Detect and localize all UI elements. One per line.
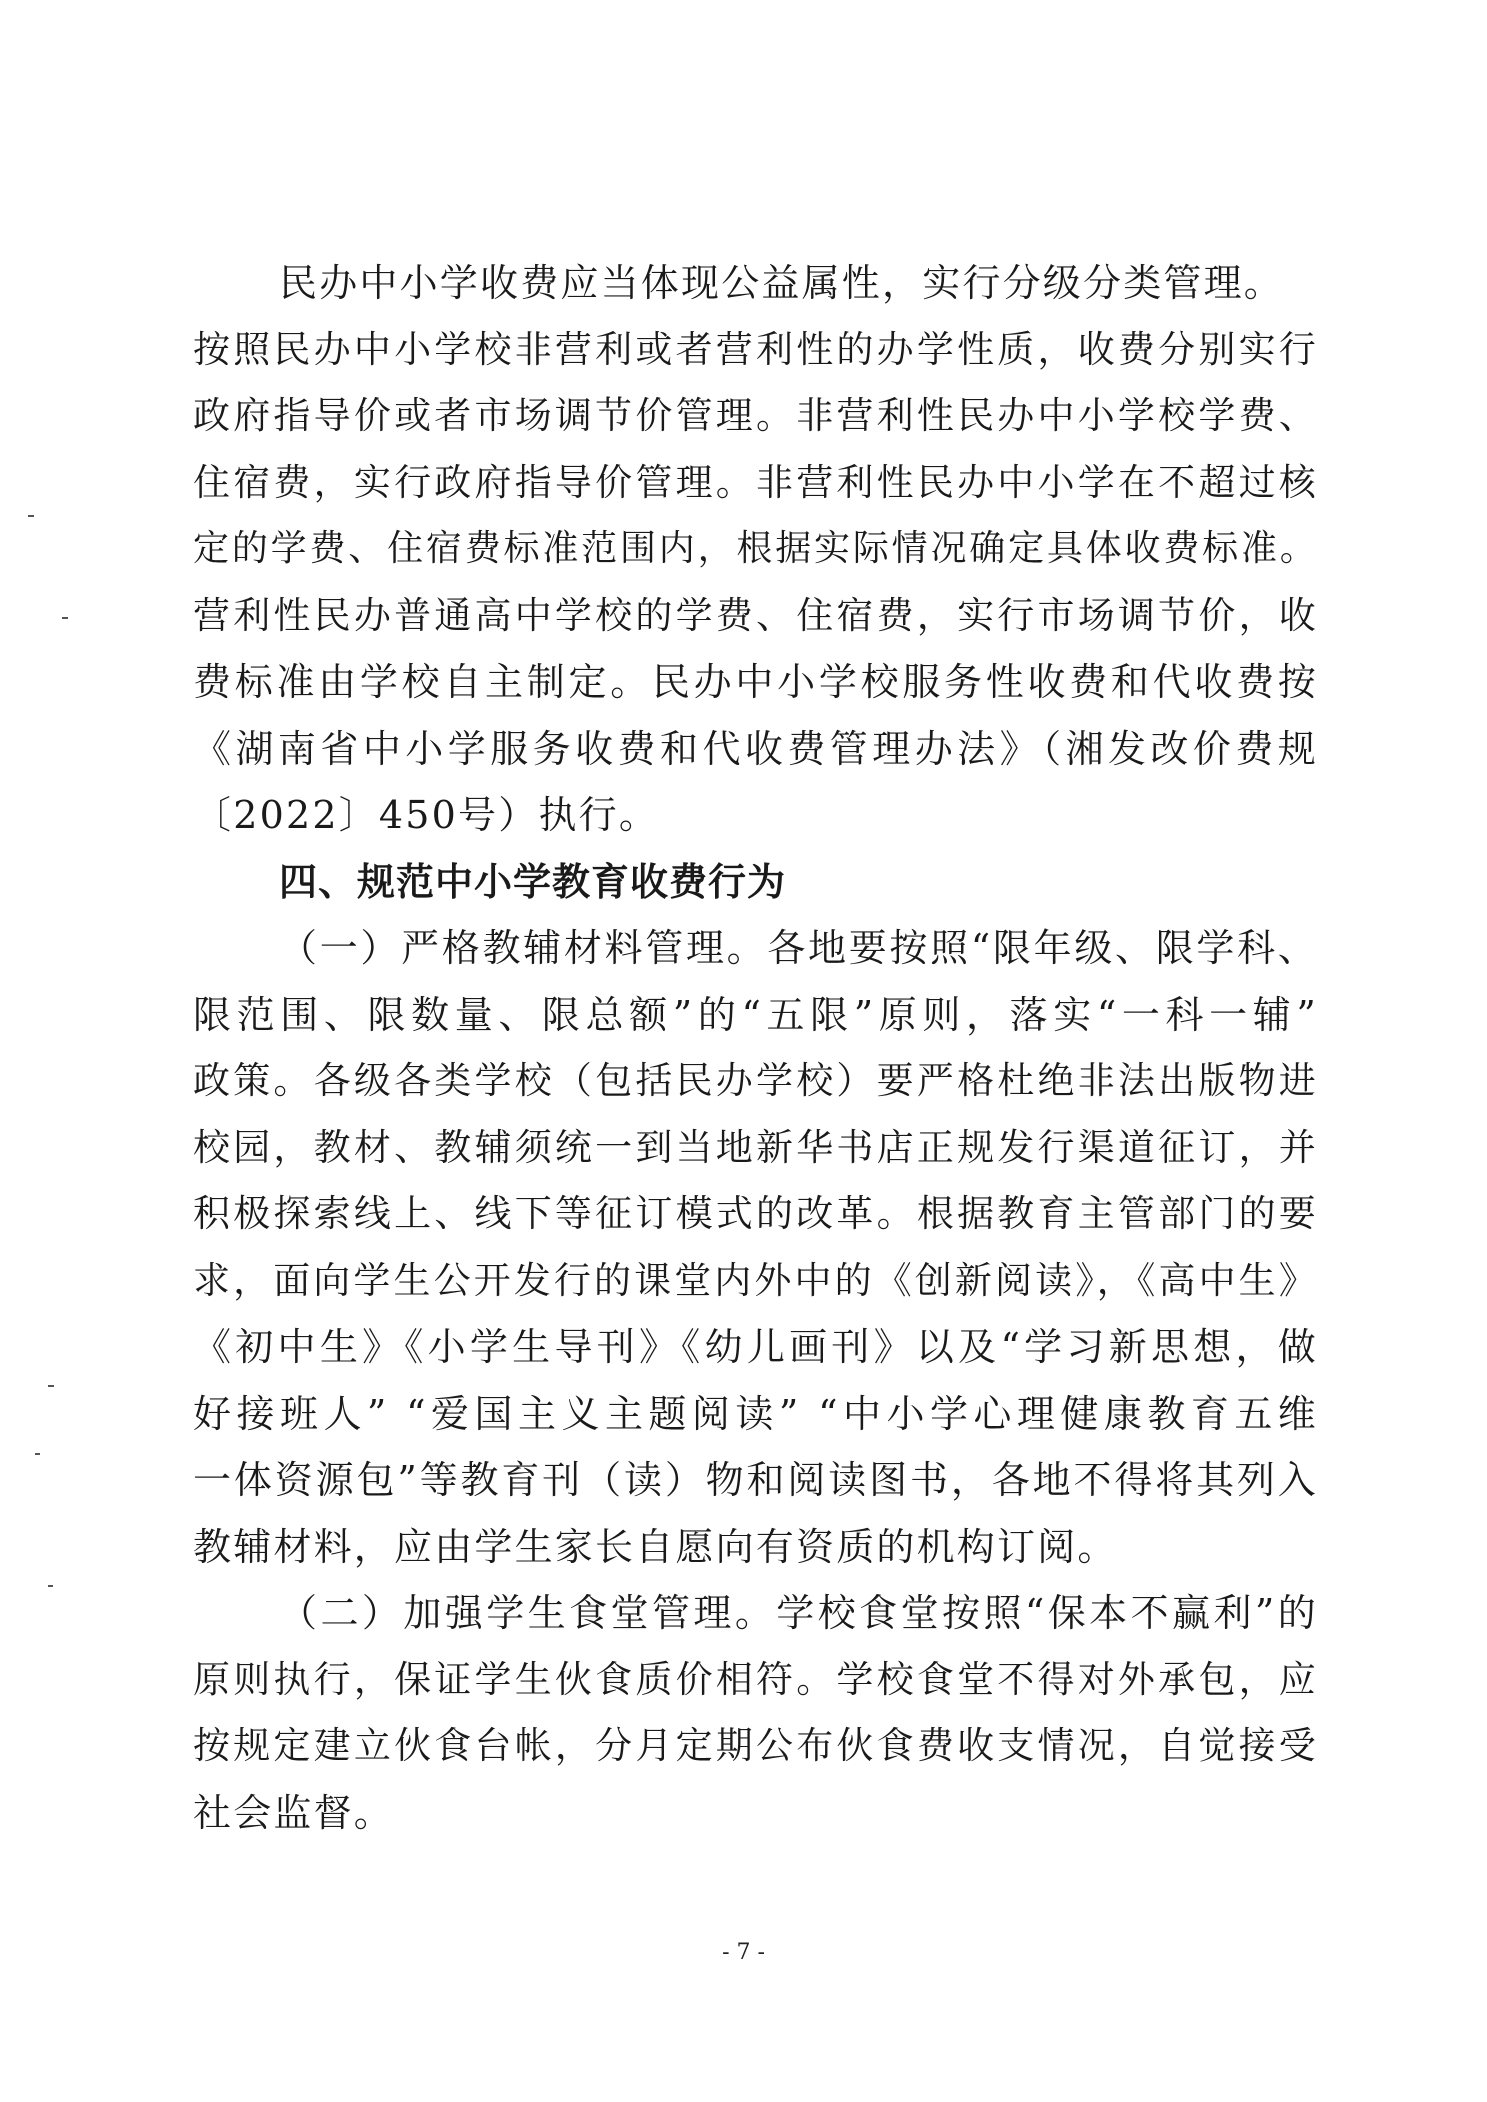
scan-speck	[48, 1585, 53, 1587]
scan-speck	[62, 617, 68, 619]
scan-speck	[28, 515, 34, 517]
text-line: 按规定建立伙食台帐，分月定期公布伙食费收支情况，自觉接受	[193, 1724, 1318, 1767]
text-line: 一体资源包”等教育刊（读）物和阅读图书，各地不得将其列入	[193, 1458, 1318, 1502]
text-line: 定的学费、住宿费标准范围内，根据实际情况确定具体收费标准。	[193, 528, 1318, 569]
scan-speck	[48, 1385, 54, 1387]
document-body	[193, 250, 1318, 1846]
text-line: 住宿费，实行政府指导价管理。非营利性民办中小学在不超过核	[193, 460, 1318, 504]
text-line: 〔2022〕450号）执行。	[193, 793, 660, 837]
page-number: - 7 -	[722, 1940, 765, 1965]
paragraph-teaching-materials	[193, 915, 1318, 1580]
text-line: 费标准由学校自主制定。民办中小学校服务性收费和代收费按	[193, 660, 1318, 704]
text-line: 限范围、限数量、限总额”的“五限”原则，落实“一科一辅”	[193, 992, 1318, 1037]
scan-speck	[35, 1453, 40, 1455]
section-heading: 四、规范中小学教育收费行为	[279, 859, 787, 904]
text-line: 教辅材料，应由学生家长自愿向有资质的机构订阅。	[193, 1524, 1118, 1569]
text-line: 民办中小学收费应当体现公益属性，实行分级分类管理。	[279, 261, 1285, 305]
text-line: （二）加强学生食堂管理。学校食堂按照“保本不赢利”的	[279, 1591, 1318, 1635]
text-line: 《湖南省中小学服务收费和代收费管理办法》（湘发改价费规	[193, 726, 1318, 771]
text-line: 原则执行，保证学生伙食质价相符。学校食堂不得对外承包，应	[193, 1657, 1318, 1701]
text-line: 求，面向学生公开发行的课堂内外中的《创新阅读》，《高中生》	[193, 1258, 1318, 1302]
text-line: 校园，教材、教辅须统一到当地新华书店正规发行渠道征订，并	[193, 1125, 1318, 1169]
text-line: 好接班人” “爱国主义主题阅读” “中小学心理健康教育五维	[193, 1391, 1318, 1436]
text-line: 营利性民办普通高中学校的学费、住宿费，实行市场调节价，收	[193, 593, 1318, 637]
paragraph-canteen-management	[193, 1580, 1318, 1846]
text-line: 社会监督。	[193, 1790, 395, 1835]
text-line: 按照民办中小学校非营利或者营利性的办学性质，收费分别实行	[193, 327, 1318, 371]
text-line: （一）严格教辅材料管理。各地要按照“限年级、限学科、	[279, 926, 1318, 970]
text-line: 政府指导价或者市场调节价管理。非营利性民办中小学校学费、	[193, 394, 1318, 437]
text-line: 《初中生》《小学生导刊》《幼儿画刊》以及“学习新思想，做	[193, 1325, 1318, 1369]
text-line: 政策。各级各类学校（包括民办学校）要严格杜绝非法出版物进	[193, 1059, 1318, 1102]
paragraph-tuition-management	[193, 250, 1318, 849]
text-line: 积极探索线上、线下等征订模式的改革。根据教育主管部门的要	[193, 1192, 1318, 1235]
